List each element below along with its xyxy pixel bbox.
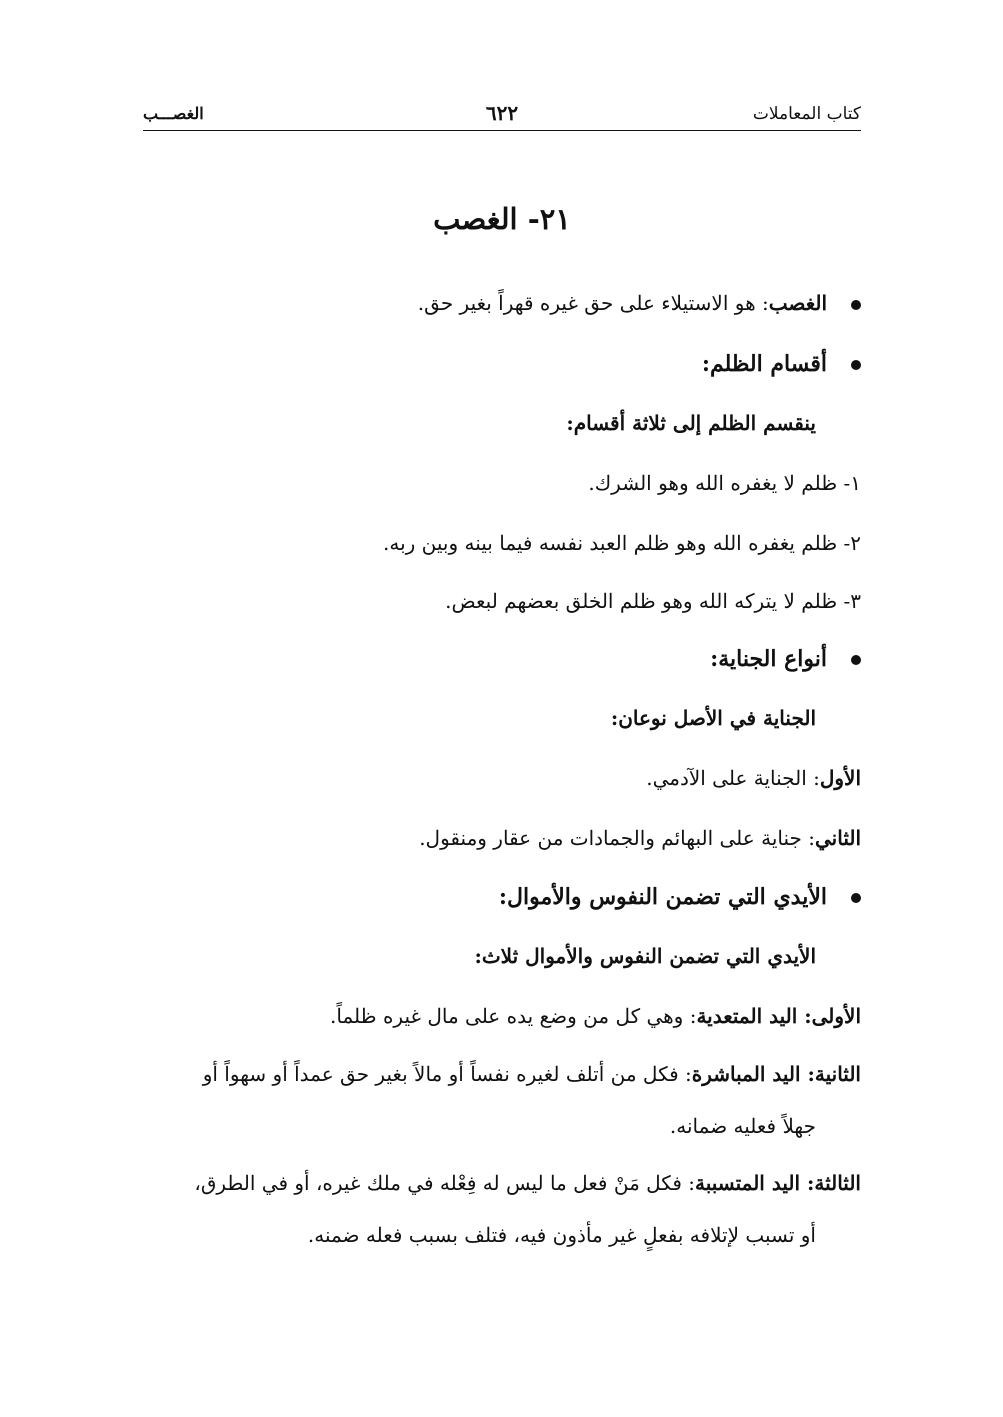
hands-second-label: الثانية: اليد المباشرة [691, 1062, 861, 1086]
injustice-item-1: ١- ظلم لا يغفره الله وهو الشرك. [588, 471, 861, 495]
definition-term: الغصب [768, 291, 827, 315]
page-number: ٦٢٢ [485, 101, 519, 125]
crime-subheading: الجناية في الأصل نوعان: [610, 706, 816, 730]
bullet-icon [851, 893, 861, 903]
hands-first-label: الأولى: اليد المتعدية [696, 1004, 861, 1028]
section-title: ٢١- الغصب [433, 202, 571, 236]
hands-third [194, 1170, 861, 1196]
definition-text: : هو الاستيلاء على حق غيره قهراً بغير حق. [417, 291, 769, 315]
crime-second [419, 825, 861, 851]
crime-heading-text: أنواع الجناية: [710, 646, 827, 672]
injustice-item-2: ٢- ظلم يغفره الله وهو ظلم العبد نفسه فيما بينه وبين ربه. [383, 531, 861, 555]
crime-first-label: الأول [819, 766, 861, 790]
injustice-item-3: ٣- ظلم لا يتركه الله وهو ظلم الخلق بعضهم لبعض. [445, 589, 861, 613]
hands-second [203, 1061, 861, 1087]
book-title: كتاب المعاملات [752, 104, 861, 124]
crime-second-text: : جناية على البهائم والجمادات من عقار ومنقول. [419, 826, 815, 850]
hands-subheading: الأيدي التي تضمن النفوس والأموال ثلاث: [474, 944, 816, 968]
hands-third-text: : فكل مَنْ فعل ما ليس له فِعْله في ملك غيره، أو في الطرق، [194, 1171, 695, 1195]
crime-first-text: : الجناية على الآدمي. [646, 766, 820, 790]
hands-first-text: : وهي كل من وضع يده على مال غيره ظلماً. [330, 1004, 697, 1028]
injustice-subheading: ينقسم الظلم إلى ثلاثة أقسام: [566, 411, 816, 435]
crime-heading [710, 645, 861, 674]
injustice-heading [702, 350, 861, 379]
hands-second-text: : فكل من أتلف لغيره نفساً أو مالاً بغير حق عمداً أو سهواً أو [202, 1062, 692, 1086]
hands-heading-text: الأيدي التي تضمن النفوس والأموال: [498, 884, 827, 910]
crime-first [646, 765, 861, 791]
bullet-icon [851, 360, 861, 370]
hands-heading [499, 883, 861, 912]
chapter-name: الغصـــب [143, 104, 204, 123]
hands-third-continuation: أو تسبب لإتلافه بفعلٍ غير مأذون فيه، فتلف بسبب فعله ضمنه. [307, 1223, 816, 1247]
bullet-icon [851, 300, 861, 310]
injustice-heading-text: أقسام الظلم: [701, 351, 827, 377]
page-header [143, 100, 861, 131]
definition-line [418, 290, 861, 316]
hands-third-label: الثالثة: اليد المتسببة [694, 1171, 861, 1195]
bullet-icon [851, 655, 861, 665]
hands-first [330, 1003, 861, 1029]
hands-second-continuation: جهلاً فعليه ضمانه. [669, 1114, 816, 1138]
crime-second-label: الثاني [814, 826, 861, 850]
